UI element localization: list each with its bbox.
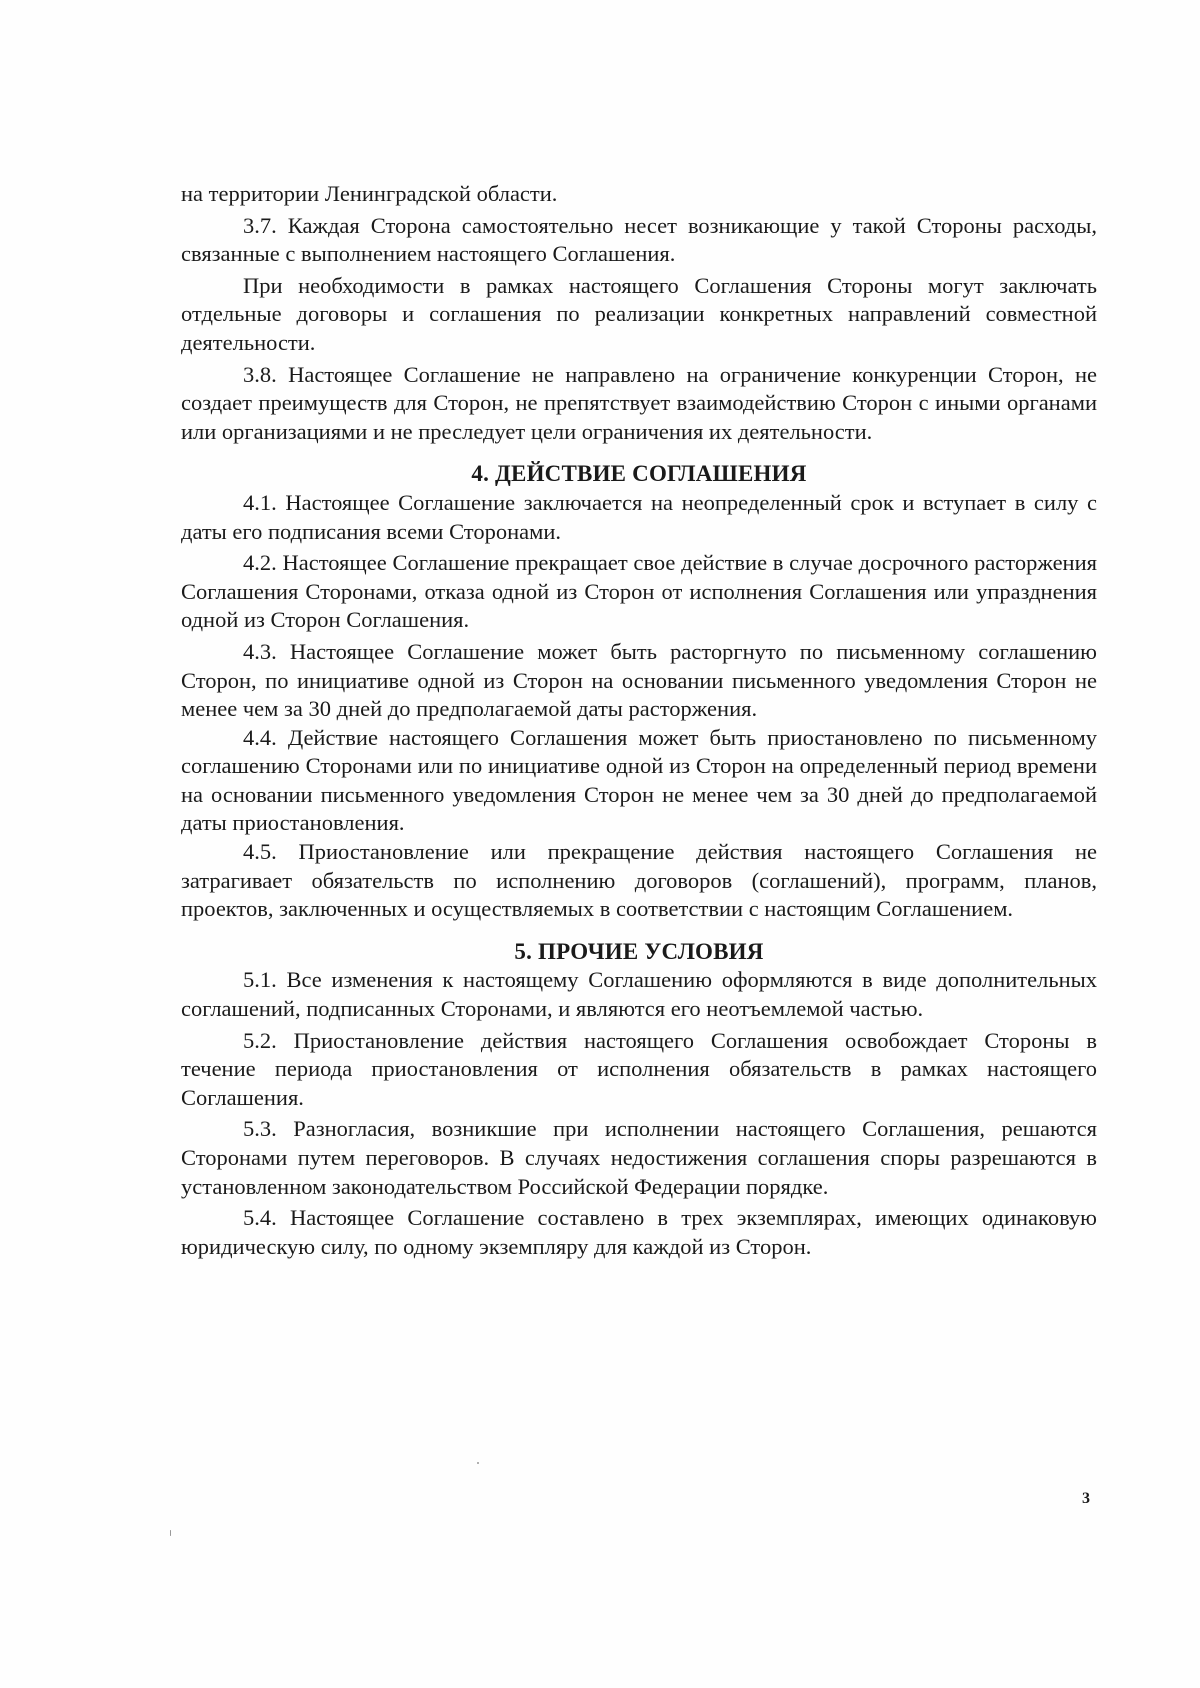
paragraph-5-2: 5.2. Приостановление действия настоящего Соглашения освобождает Стороны в течение периода приостановления от исполнения обязательств в рамках настоящего Соглашения.: [181, 1027, 1097, 1110]
paragraph-3-7: 3.7. Каждая Сторона самостоятельно несет возникающие у такой Стороны расходы, связанные с выполнением настоящего Соглашения.: [181, 212, 1097, 267]
paragraph-5-1: 5.1. Все изменения к настоящему Соглашению оформляются в виде дополнительных соглашений, подписанных Сторонами, и являются его неотъемлемой частью.: [181, 967, 1097, 1022]
paragraph-4-2: 4.2. Настоящее Соглашение прекращает свое действие в случае досрочного расторжения Соглашения Сторонами, отказа одной из Сторон от исполнения Соглашения или упразднения одной из Сторон Соглашения.: [181, 550, 1097, 633]
section-heading-4: 4. ДЕЙСТВИЕ СОГЛАШЕНИЯ: [471, 461, 807, 487]
section-heading-5: 5. ПРОЧИЕ УСЛОВИЯ: [514, 938, 764, 964]
paragraph-5-4: 5.4. Настоящее Соглашение составлено в трех экземплярах, имеющих одинаковую юридическую силу, по одному экземпляру для каждой из Сторон.: [181, 1205, 1097, 1259]
paragraph-continuation: на территории Ленинградской области.: [181, 181, 558, 206]
paragraph-4-4: 4.4. Действие настоящего Соглашения может быть приостановлено по письменному соглашению Сторонами или по инициативе одной из Сторон на определенный период времени на основании письменного уведомления Сторон не менее чем за 30 дней до предполагаемой даты приостановления.: [181, 724, 1097, 836]
page-number: 3: [1082, 1490, 1090, 1507]
scan-speck: [477, 1462, 479, 1464]
paragraph-4-5: 4.5. Приостановление или прекращение действия настоящего Соглашения не затрагивает обязательств по исполнению договоров (соглашений), программ, планов, проектов, заключенных и осуществляемых в соответствии с настоящим Соглашением.: [181, 839, 1097, 922]
scan-speck: [170, 1530, 171, 1536]
paragraph-4-3: 4.3. Настоящее Соглашение может быть расторгнуто по письменному соглашению Сторон, по инициативе одной из Сторон на основании письменного уведомления Сторон не менее чем за 30 дней до предполагаемой даты расторжения.: [181, 638, 1097, 722]
paragraph-5-3: 5.3. Разногласия, возникшие при исполнении настоящего Соглашения, решаются Сторонами путем переговоров. В случаях недостижения соглашения споры разрешаются в установленном законодательством Российской Федерации порядке.: [181, 1116, 1097, 1199]
document-body: [181, 180, 1097, 1261]
paragraph-4-1: 4.1. Настоящее Соглашение заключается на неопределенный срок и вступает в силу с даты его подписания всеми Сторонами.: [181, 489, 1097, 544]
paragraph-3-7-note: При необходимости в рамках настоящего Соглашения Стороны могут заключать отдельные договоры и соглашения по реализации конкретных направлений совместной деятельности.: [181, 272, 1097, 355]
paragraph-3-8: 3.8. Настоящее Соглашение не направлено на ограничение конкуренции Сторон, не создает преимуществ для Сторон, не препятствует взаимодействию Сторон с иными органами или организациями и не преследует цели ограничения их деятельности.: [181, 361, 1097, 444]
